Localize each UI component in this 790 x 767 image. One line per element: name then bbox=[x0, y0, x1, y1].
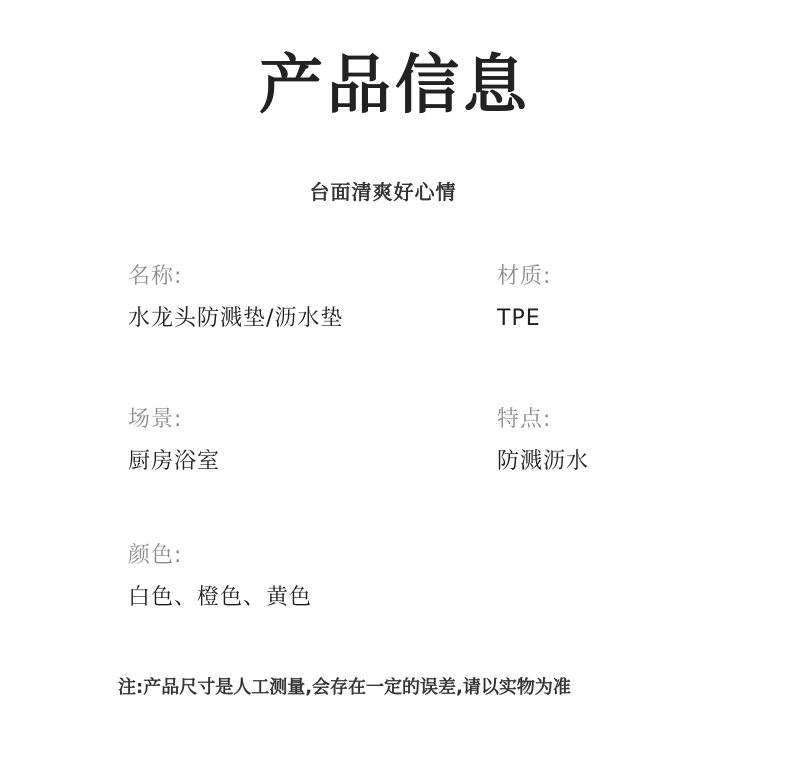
field-name-label: 名称: bbox=[128, 264, 183, 289]
field-feature-label: 特点: bbox=[497, 407, 552, 432]
field-color bbox=[128, 541, 312, 613]
field-scene bbox=[128, 405, 220, 477]
field-name bbox=[128, 262, 343, 334]
field-scene-label: 场景: bbox=[128, 407, 183, 432]
field-material-label: 材质: bbox=[497, 264, 552, 289]
field-feature-value: 防溅沥水 bbox=[497, 449, 590, 474]
field-name-value: 水龙头防溅垫/沥水垫 bbox=[128, 306, 344, 331]
page-title: 产品信息 bbox=[259, 49, 531, 123]
disclaimer-note: 注:产品尺寸是人工测量,会存在一定的误差,请以实物为准 bbox=[118, 677, 571, 698]
field-material bbox=[497, 262, 551, 334]
field-material-value: TPE bbox=[497, 306, 541, 331]
field-scene-value: 厨房浴室 bbox=[128, 449, 221, 474]
field-color-label: 颜色: bbox=[128, 543, 183, 568]
page-subtitle: 台面清爽好心情 bbox=[309, 180, 457, 204]
field-color-value: 白色、橙色、黄色 bbox=[128, 585, 313, 610]
field-feature bbox=[497, 405, 589, 477]
